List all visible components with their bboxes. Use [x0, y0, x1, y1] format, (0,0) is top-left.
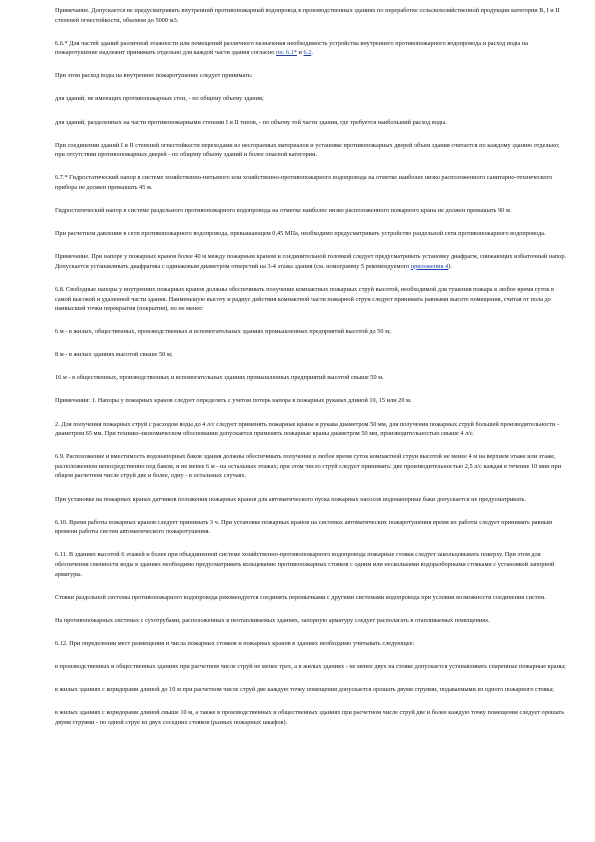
- paragraph-note-diaphragm: [55, 252, 569, 271]
- paragraph-6-7: 6.7.* Гидростатический напор в системе хозяйственно-питьевого или хозяйственно-противопожарного водопровода на отметке наиболее низко расположенного санитарно-технического прибора не должен превышать 45 м.: [55, 174, 553, 191]
- paragraph-6-6: [55, 39, 569, 58]
- paragraph-6-8: 6.8. Свободные напоры у внутренних пожарных кранов должны обеспечивать получение компактных пожарных струй высотой, необходимой для тушения пожара в любое время суток в самой высокой и удаленной части здания. Наименьшую высоту и радиус действия компактной части пожарной струи следует принимать равными высоте помещения, считая от пола до наивысшей точки перекрытия (покрытия), но не менее:: [55, 285, 555, 313]
- paragraph-separate-risers: Стояки раздельной системы противопожарного водопровода рекомендуется соединять перемычками с другими системами водопровода при условии возможности соединения систем.: [55, 593, 546, 601]
- paragraph-6-6-end: .: [311, 49, 313, 57]
- paragraph-notes-1: Примечания: 1. Напоры у пожарных кранов следует определять с учетом потерь напора в пожарных рукавах длиной 10, 15 или 20 м.: [55, 397, 412, 405]
- paragraph-paired-valves: в производственных и общественных зданиях при расчетном числе струй не менее трех, а в жилых зданиях - не менее двух на стояке допускается устанавливать спаренные пожарные краны;: [55, 662, 566, 670]
- paragraph-6-10: 6.10. Время работы пожарных кранов следует принимать 3 ч. При установке пожарных кранов на системах автоматических пожаротушения время их работы следует принимать равным времени работы систем автоматического пожаротушения.: [55, 518, 553, 536]
- paragraph-no-firewalls: для зданий, не имеющих противопожарных стен, - по общему объему здания;: [55, 95, 264, 103]
- paragraph-sensors: При установке на пожарных кранах датчиков положения пожарных кранов для автоматического пуска пожарных насосов водонапорные баки допускается не предусматривать.: [55, 495, 526, 503]
- paragraph-6-6-text: 6.6.* Для частей зданий различной этажности или помещений различного назначения необходимость устройства внутреннего противопожарного водопровода и расход воды на пожаротушение надлежит принимать отдельно для каждой части здания согласно: [55, 39, 528, 57]
- paragraph-connected-buildings: При соединении зданий I и II степеней огнестойкости переходами из несгораемых материалов и установке противопожарных дверей объем здания считается по каждому зданию отдельно; при отсутствии противопожарных дверей - по общему объему зданий и более опасной категории.: [55, 141, 560, 159]
- paragraph-short-corridors: в жилых зданиях с коридорами длиной до 10 м при расчетном числе струй две каждую точку помещения допускается орошать двумя струями, подаваемыми из одного пожарного стояка;: [55, 685, 554, 693]
- paragraph-long-corridors: в жилых зданиях с коридорами длиной свыше 10 м, а также в производственных и общественных зданиях при расчетном числе струй две и более каждую точку помещения следует орошать двумя струями - по одной струе из двух соседних стояков (разных пожарных шкафов).: [55, 709, 565, 726]
- paragraph-6-6-joiner: и: [296, 49, 304, 57]
- paragraph-note-6-5: Примечание. Допускается не предусматривать внутренний противопожарный водопровод в производственных зданиях по переработке сельскохозяйственной продукции категории В, I и II степеней огнестойкости, объемом до 5000 м3.: [55, 7, 560, 24]
- paragraph-8m: 8 м - в жилых зданиях высотой свыше 50 м;: [55, 351, 173, 359]
- paragraph-16m: 16 м - в общественных, производственных и вспомогательных зданиях промышленных предприятий высотой свыше 50 м.: [55, 374, 384, 382]
- paragraph-water-intro: При этом расход воды на внутреннее пожаротушение следует принимать:: [55, 72, 253, 80]
- paragraph-notes-2: 2. Для получения пожарных струй с расходом воды до 4 л/с следует применять пожарные краны и рукава диаметром 50 мм, для получения пожарных струй большей производительности - диаметром 65 мм. При технико-экономическом обосновании допускается применять пожарные краны диаметром 50 мм, производительностью свыше 4 л/с.: [55, 420, 560, 438]
- paragraph-6-9: 6.9. Расположение и вместимость водонапорных баков здания должны обеспечивать получение в любое время суток компактной струи высотой не менее 4 м на верхнем этаже или этаже, расположенном непосредственно под баком, и не менее 6 м - на остальных этажах; при этом число струй следует принимать: две производительностью 2,5 л/с каждая в течение 10 мин при общем расчетном числе струй две и более, одну - в остальных случаях.: [55, 453, 562, 480]
- paragraph-6-12: 6.12. При определении мест размещения и числа пожарных стояков и пожарных кранов в зданиях необходимо учитывать следующее:: [55, 639, 415, 647]
- paragraph-firewalls: для зданий, разделенных на части противопожарными стенами I и II типов, - по объему той части здания, где требуется наибольший расход воды.: [55, 118, 447, 126]
- link-pp-6-1[interactable]: пп. 6.1*: [276, 49, 297, 57]
- paragraph-note-diaphragm-text: Примечание. При напоре у пожарных кранов более 40 м между пожарным краном и соединительной головкой следует предусматривать установку диафрагм, снижающих избыточный напор. Допускается устанавливать диафрагмы с одинаковым диаметром отверстий на 3-4 этажа здания (см. номограмму 5 рекомендуемого: [55, 253, 567, 270]
- link-6-2[interactable]: 6.2: [303, 49, 312, 57]
- paragraph-hydrostatic-fire: Гидростатический напор в системе раздельного противопожарного водопровода на отметке наиболее низко расположенного пожарного крана не должен превышать 90 м.: [55, 207, 512, 215]
- paragraph-dry-pipes: На противопожарных системах с сухотрубами, расположенных в неотапливаемых зданиях, запорную арматуру следует располагать в отапливаемых помещениях.: [55, 616, 490, 624]
- paragraph-pressure-045: При расчетном давлении в сети противопожарного водопровода, превышающем 0,45 МПа, необходимо предусматривать устройство раздельной сети противопожарного водопровода.: [55, 230, 546, 238]
- link-appendix-4[interactable]: приложения 4: [410, 262, 449, 270]
- paragraph-6m: 6 м - в жилых, общественных, производственных и вспомогательных зданиях промышленных предприятий высотой до 50 м;: [55, 328, 391, 336]
- paragraph-6-11: 6.11. В зданиях высотой 6 этажей и более при объединенной системе хозяйственно-противопожарного водопровода пожарные стояки следует закольцовывать поверху. При этом для обеспечения сменности воды в зданиях необходимо предусматривать кольцевание противопожарных стояков с одним или несколькими водоразборными стояками с установкой запорной арматуры.: [55, 551, 555, 578]
- paragraph-note-diaphragm-end: ).: [448, 262, 452, 270]
